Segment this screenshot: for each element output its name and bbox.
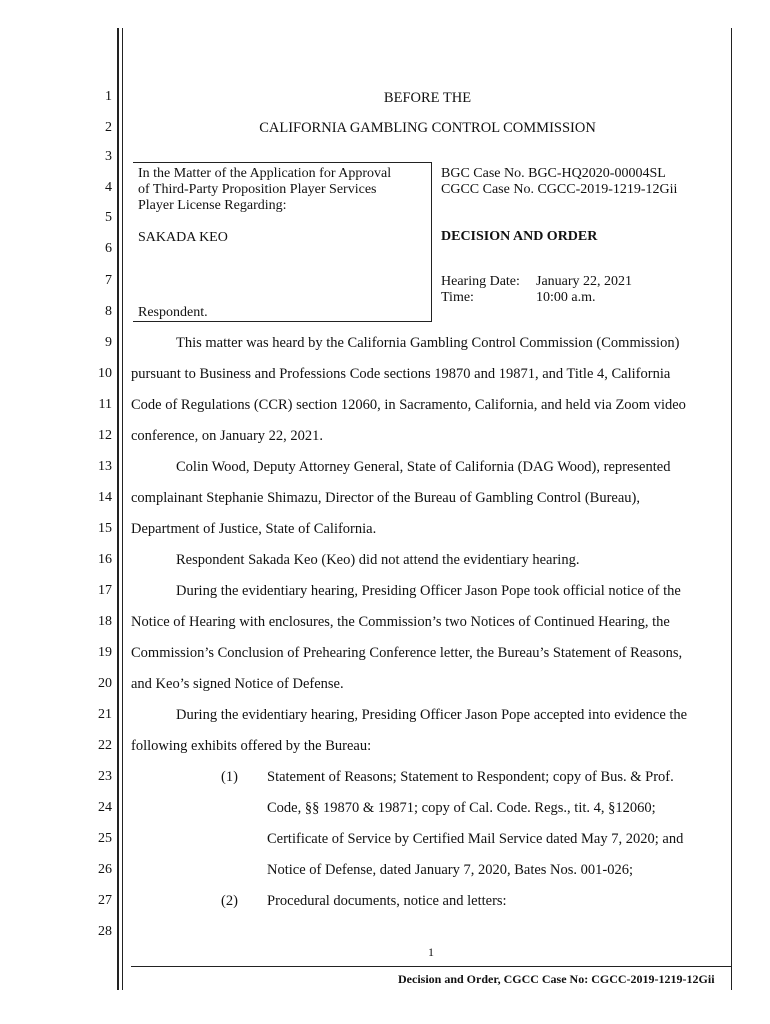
line-number: 22 — [98, 738, 112, 753]
body-line: Department of Justice, State of California. — [131, 521, 377, 537]
left-margin-rule-inner — [122, 28, 123, 990]
footer-caption: Decision and Order, CGCC Case No: CGCC-2019-1219-12Gii — [398, 972, 715, 986]
line-number: 2 — [105, 120, 112, 135]
caption-respondent-name: SAKADA KEO — [138, 230, 228, 245]
line-number: 21 — [98, 707, 112, 722]
body-line: Notice of Hearing with enclosures, the Commission’s two Notices of Continued Hearing, the — [131, 614, 670, 630]
hearing-date-label: Hearing Date: — [441, 274, 520, 289]
line-number: 26 — [98, 862, 112, 877]
line-number: 5 — [105, 210, 112, 225]
exhibit-number: (2) — [221, 893, 238, 909]
heading-before-the: BEFORE THE — [383, 90, 472, 106]
line-number: 11 — [98, 397, 112, 412]
exhibit-line: Certificate of Service by Certified Mail Service dated May 7, 2020; and — [267, 831, 684, 847]
line-number: 24 — [98, 800, 112, 815]
body-line: During the evidentiary hearing, Presiding Officer Jason Pope accepted into evidence the — [176, 707, 688, 723]
body-line: Commission’s Conclusion of Prehearing Conference letter, the Bureau’s Statement of Reasons, — [131, 645, 683, 661]
body-line: following exhibits offered by the Bureau: — [131, 738, 372, 754]
footer-rule — [131, 966, 731, 967]
line-number: 25 — [98, 831, 112, 846]
line-number: 13 — [98, 459, 112, 474]
heading-commission: CALIFORNIA GAMBLING CONTROL COMMISSION — [259, 120, 596, 136]
line-number: 15 — [98, 521, 112, 536]
body-line: conference, on January 22, 2021. — [131, 428, 324, 444]
time-value: 10:00 a.m. — [536, 290, 596, 305]
body-line: During the evidentiary hearing, Presiding Officer Jason Pope took official notice of the — [176, 583, 681, 599]
exhibit-line: Notice of Defense, dated January 7, 2020, Bates Nos. 001-026; — [267, 862, 634, 878]
line-number: 27 — [98, 893, 112, 908]
left-margin-rule-outer — [117, 28, 119, 990]
caption-matter-line3: Player License Regarding: — [138, 198, 287, 213]
body-line: pursuant to Business and Professions Code sections 19870 and 19871, and Title 4, California — [131, 366, 671, 382]
exhibit-line: Statement of Reasons; Statement to Respondent; copy of Bus. & Prof. — [267, 769, 674, 785]
line-number: 19 — [98, 645, 112, 660]
line-number: 9 — [105, 335, 112, 350]
body-line: Respondent Sakada Keo (Keo) did not attend the evidentiary hearing. — [176, 552, 580, 568]
caption-respondent-label: Respondent. — [138, 305, 208, 320]
hearing-date-value: January 22, 2021 — [536, 274, 633, 289]
caption-matter-line2: of Third-Party Proposition Player Services — [138, 182, 377, 197]
line-number: 1 — [105, 89, 112, 104]
line-number: 12 — [98, 428, 112, 443]
body-line: Code of Regulations (CCR) section 12060, in Sacramento, California, and held via Zoom video — [131, 397, 686, 413]
body-line: Colin Wood, Deputy Attorney General, State of California (DAG Wood), represented — [176, 459, 671, 475]
page-number: 1 — [428, 945, 434, 959]
right-margin-rule — [731, 28, 732, 990]
caption-matter-line1: In the Matter of the Application for Approval — [138, 166, 392, 181]
bgc-case-number: BGC Case No. BGC-HQ2020-00004SL — [441, 166, 666, 181]
line-number: 17 — [98, 583, 112, 598]
body-line: This matter was heard by the California Gambling Control Commission (Commission) — [176, 335, 680, 351]
document-title: DECISION AND ORDER — [441, 229, 598, 244]
line-number: 3 — [105, 149, 112, 164]
exhibit-number: (1) — [221, 769, 238, 785]
line-number: 6 — [105, 241, 112, 256]
line-number: 4 — [105, 180, 112, 195]
line-number: 8 — [105, 304, 112, 319]
line-number: 16 — [98, 552, 112, 567]
line-number: 18 — [98, 614, 112, 629]
time-label: Time: — [441, 290, 474, 305]
line-number: 10 — [98, 366, 112, 381]
body-line: complainant Stephanie Shimazu, Director of the Bureau of Gambling Control (Bureau), — [131, 490, 640, 506]
line-number: 20 — [98, 676, 112, 691]
body-line: and Keo’s signed Notice of Defense. — [131, 676, 344, 692]
line-number: 7 — [105, 273, 112, 288]
cgcc-case-number: CGCC Case No. CGCC-2019-1219-12Gii — [441, 182, 678, 197]
exhibit-line: Procedural documents, notice and letters: — [267, 893, 507, 909]
line-number: 14 — [98, 490, 112, 505]
exhibit-line: Code, §§ 19870 & 19871; copy of Cal. Code. Regs., tit. 4, §12060; — [267, 800, 656, 816]
line-number: 23 — [98, 769, 112, 784]
line-number: 28 — [98, 924, 112, 939]
